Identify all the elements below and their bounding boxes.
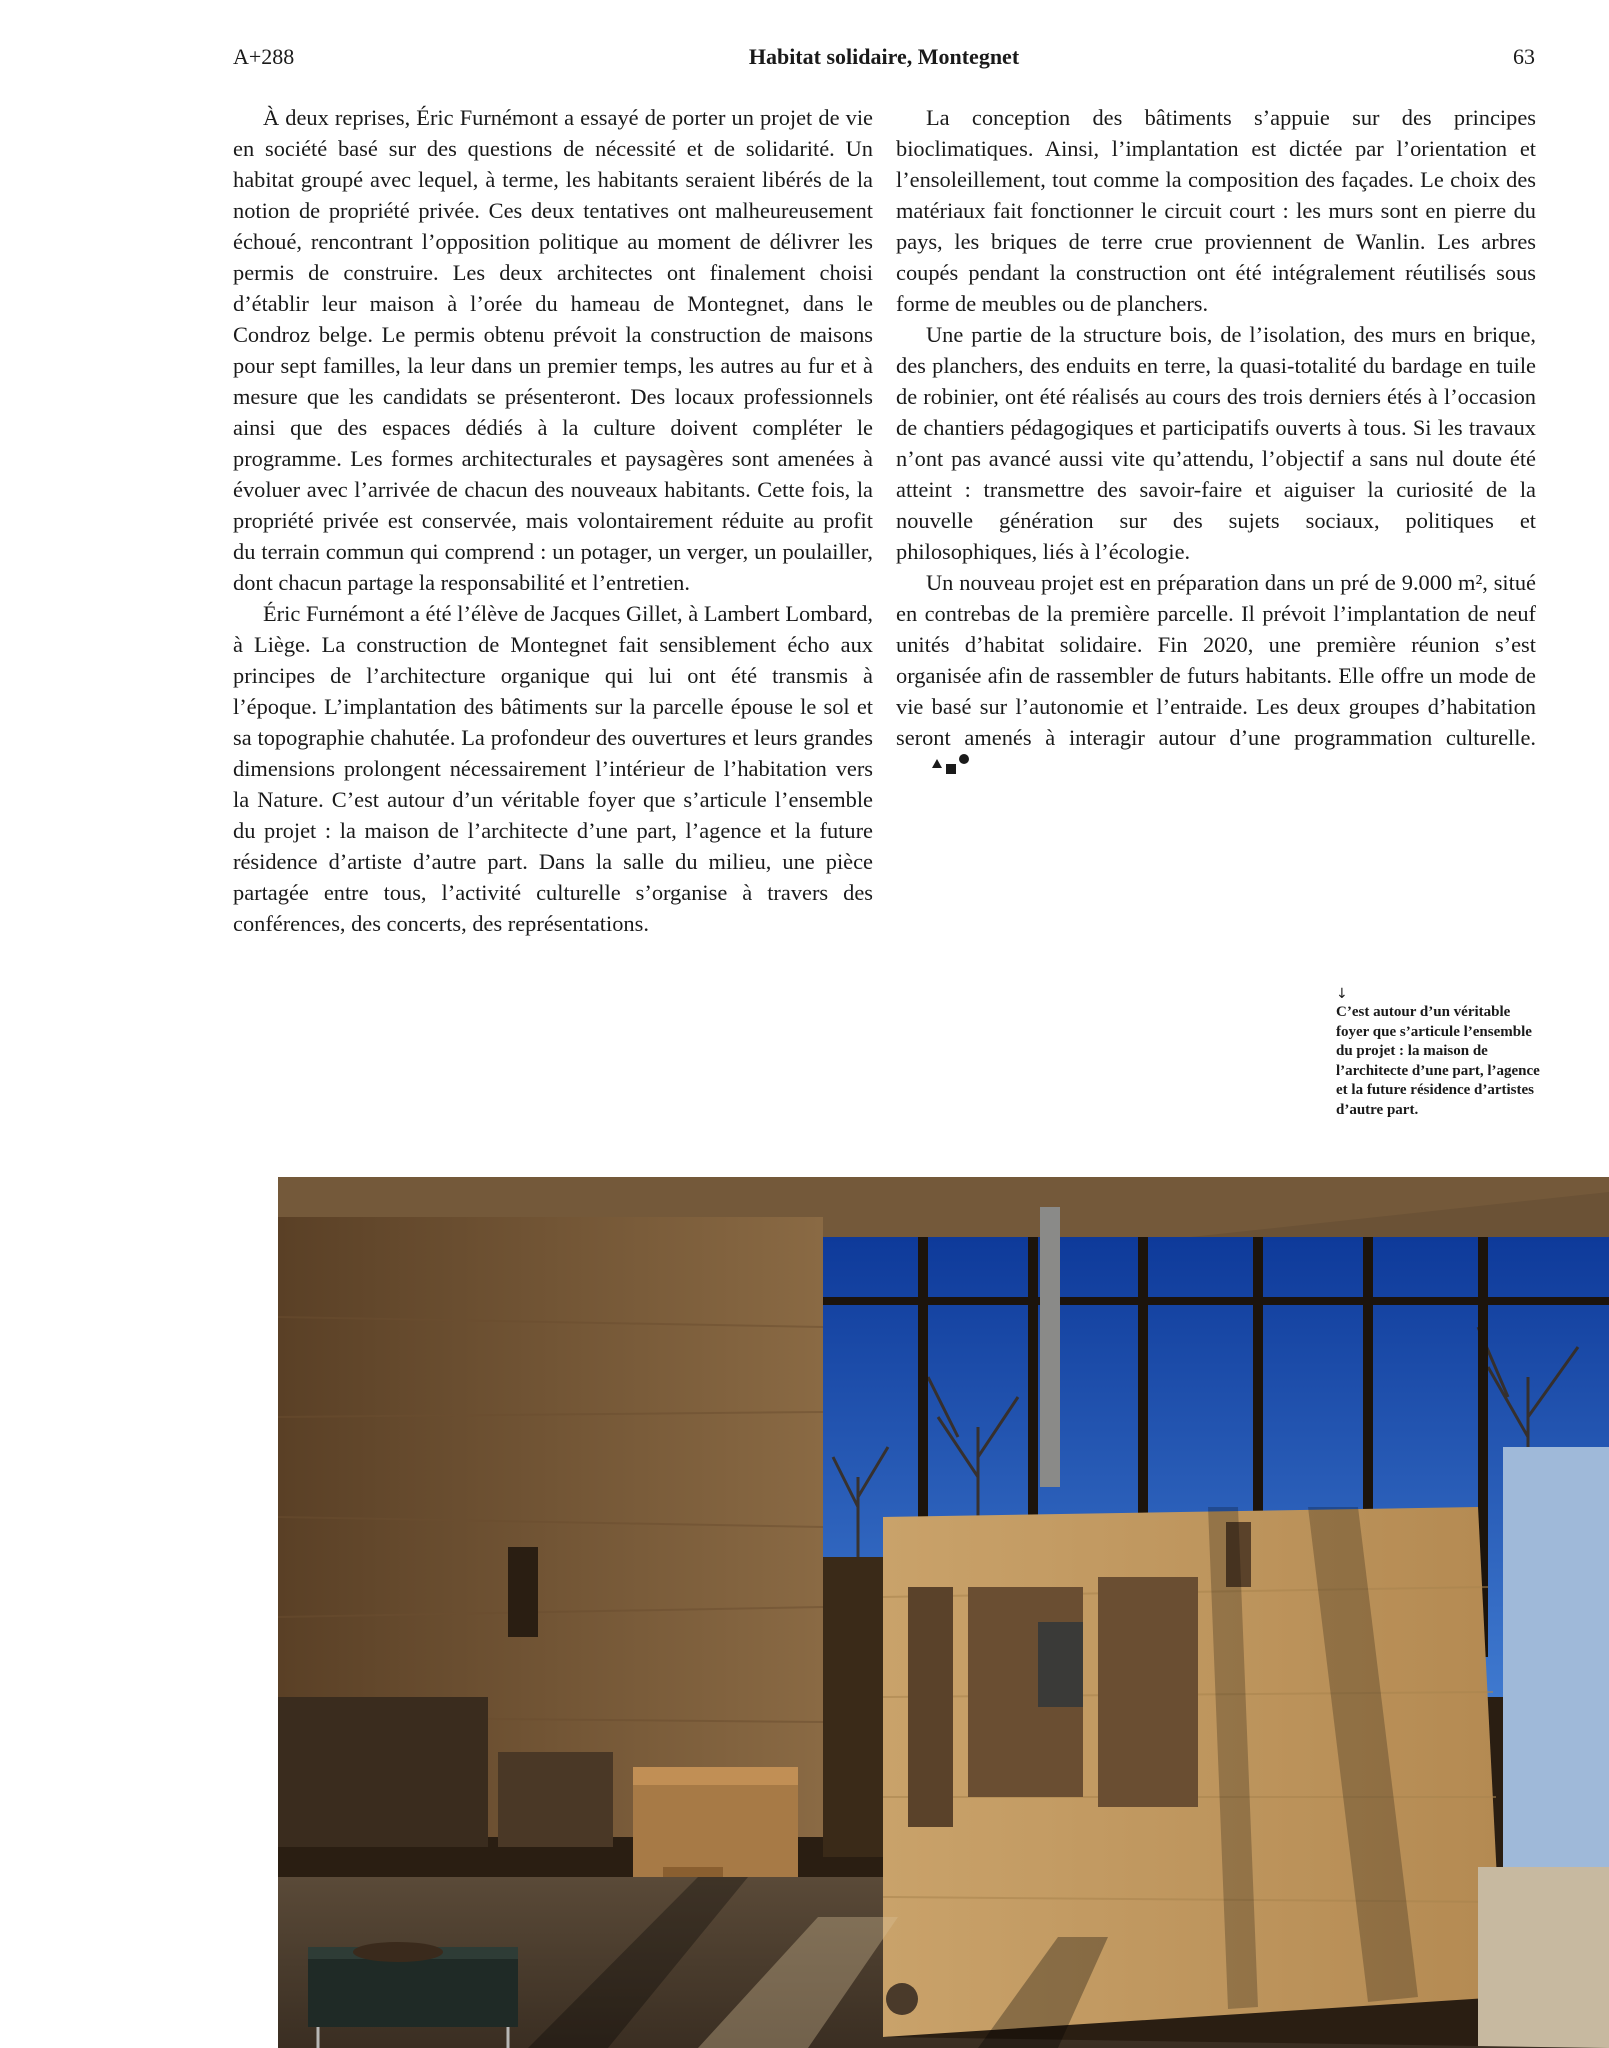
issue-label: A+288 (233, 44, 295, 69)
article-title: Habitat solidaire, Montegnet (748, 44, 1020, 69)
caption-text: C’est autour d’un véritable foyer que s’articule l’ensemble du projet : la maison de l’architecte d’une part, l’agence et la future résidence d’artistes d’autre part. (1336, 1004, 1540, 1118)
paragraph: La conception des bâtiments s’appuie sur des principes bioclimatiques. Ainsi, l’implantation est dictée par l’orientation et l’ensoleillement, tout comme la composition des façades. Le choix des matériaux fait fonctionner le circuit court : les murs sont en pierre du pays, les briques de terre crue proviennent de Wanlin. Les arbres coupés pendant la construction ont été intégralement réutilisés sous forme de meubles ou de planchers. (896, 105, 1536, 316)
interior-photo-illustration (278, 1177, 1609, 2048)
running-header (233, 42, 1535, 76)
page-number: 63 (1513, 44, 1535, 69)
paragraph: Une partie de la structure bois, de l’isolation, des murs en brique, des planchers, des enduits en terre, la quasi-totalité du bardage en tuile de robinier, ont été réalisés au cours des trois derniers étés à l’occasion de chantiers pédagogiques et participatifs ouverts à tous. Si les travaux n’ont pas avancé aussi vite qu’attendu, l’objectif a sans nul doute été atteint : transmettre des savoir-faire et aiguiser la curiosité de la nouvelle génération sur des sujets sociaux, politiques et philosophiques, liés à l’écologie. (896, 322, 1536, 564)
paragraph (896, 567, 1536, 784)
triangle-square-circle-icon (900, 753, 974, 784)
interior-room-photo (278, 1177, 1609, 2048)
photo-caption (1336, 985, 1541, 1120)
closing-paragraph-text: Un nouveau projet est en préparation dans un pré de 9.000 m², situé en contrebas de la première parcelle. Il prévoit l’implantation de neuf unités d’habitat solidaire. Fin 2020, une première réunion s’est organisée afin de rassembler de futurs habitants. Elle offre un mode de vie basé sur l’autonomie et l’entraide. Les deux groupes d’habitation seront amenés à interagir autour d’une programmation culturelle. (896, 570, 1536, 750)
paragraph: Éric Furnémont a été l’élève de Jacques Gillet, à Lambert Lombard, à Liège. La construction de Montegnet fait sensiblement écho aux principes de l’architecture organique qui lui ont été transmis à l’époque. L’implantation des bâtiments sur la parcelle épouse le sol et sa topographie chahutée. La profondeur des ouvertures et leurs grandes dimensions prolongent nécessairement l’intérieur de l’habitation vers la Nature. C’est autour d’un véritable foyer que s’articule l’ensemble du projet : la maison de l’architecte d’une part, l’agence et la future résidence d’artiste d’autre part. Dans la salle du milieu, une pièce partagée entre tous, l’activité culturelle s’organise à travers des conférences, des concerts, des représentations. (233, 601, 873, 936)
left-text-column (233, 102, 873, 939)
right-text-column (896, 102, 1536, 784)
paragraph: À deux reprises, Éric Furnémont a essayé de porter un projet de vie en société basé sur des questions de nécessité et de solidarité. Un habitat groupé avec lequel, à terme, les habitants seraient libérés de la notion de propriété privée. Ces deux tentatives ont malheureusement échoué, rencontrant l’opposition politique au moment de délivrer les permis de construire. Les deux architectes ont finalement choisi d’établir leur maison à l’orée du hameau de Montegnet, dans le Condroz belge. Le permis obtenu prévoit la construction de maisons pour sept familles, la leur dans un premier temps, les autres au fur et à mesure que les candidats se présenteront. Des locaux professionnels ainsi que des espaces dédiés à la culture doivent compléter le programme. Les formes architecturales et paysagères sont amenées à évoluer avec l’arrivée de chacun des nouveaux habitants. Cette fois, la propriété privée est conservée, mais volontairement réduite au profit du terrain commun qui comprend : un potager, un verger, un poulailler, dont chacun partage la responsabilité et l’entretien. (233, 105, 873, 595)
arrow-down-icon: ↓ (1336, 986, 1348, 1002)
